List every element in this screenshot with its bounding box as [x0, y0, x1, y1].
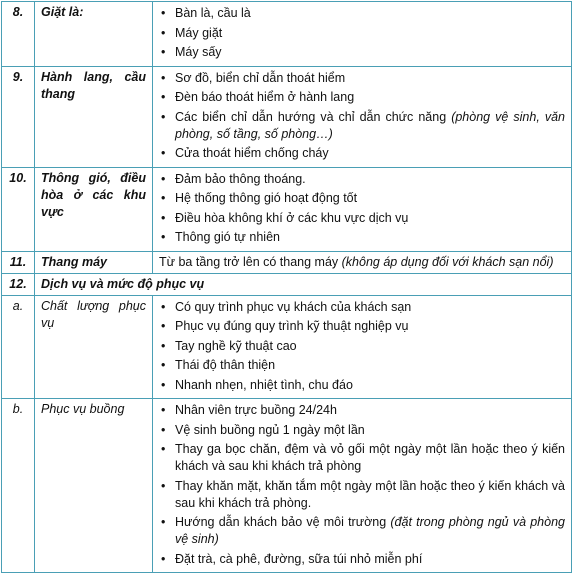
- list-item: [159, 514, 565, 548]
- list-item: • Bàn là, cầu là: [159, 5, 565, 22]
- row-number: 8.: [2, 2, 35, 67]
- item-note: (phòng vệ sinh, văn phòng, số tầng, số phòng…): [175, 109, 565, 141]
- row-items: [153, 167, 572, 251]
- item-text: Hướng dẫn khách bảo vệ môi trường: [175, 515, 391, 529]
- list-item: • Điều hòa không khí ở các khu vực dịch vụ: [159, 210, 565, 227]
- row-text-main: Từ ba tầng trở lên có thang máy: [159, 254, 342, 269]
- row-category: Thang máy: [35, 251, 153, 273]
- table-row: [2, 66, 572, 167]
- list-item: • Vệ sinh buồng ngủ 1 ngày một lần: [159, 422, 565, 439]
- row-number: 10.: [2, 167, 35, 251]
- list-item: • Nhanh nhẹn, nhiệt tình, chu đáo: [159, 377, 565, 394]
- table-row: [2, 167, 572, 251]
- row-number: 11.: [2, 251, 35, 273]
- list-item: • Đảm bảo thông thoáng.: [159, 171, 565, 188]
- item-note: (đặt trong phòng ngủ và phòng vệ sinh): [175, 515, 565, 546]
- row-items: [153, 2, 572, 67]
- row-category: Thông gió, điều hòa ở các khu vực: [35, 167, 153, 251]
- list-item: • Hệ thống thông gió hoạt động tốt: [159, 190, 565, 207]
- row-text: [153, 251, 572, 273]
- list-item: • Sơ đồ, biển chỉ dẫn thoát hiểm: [159, 70, 565, 87]
- list-item: • Thay khăn mặt, khăn tắm một ngày một lần hoặc theo ý kiến khách và sau khi khách trả phòng.: [159, 478, 565, 512]
- list-item: • Tay nghề kỹ thuật cao: [159, 338, 565, 355]
- list-item: • Đặt trà, cà phê, đường, sữa túi nhỏ miễn phí: [159, 551, 565, 568]
- list-item: • Thái độ thân thiện: [159, 357, 565, 374]
- list-item: • Nhân viên trực buồng 24/24h: [159, 402, 565, 419]
- row-number: b.: [2, 399, 35, 573]
- row-items: [153, 66, 572, 167]
- row-category: Chất lượng phục vụ: [35, 295, 153, 399]
- table-row: [2, 295, 572, 399]
- list-item: • Phục vụ đúng quy trình kỹ thuật nghiệp vụ: [159, 318, 565, 335]
- row-items: [153, 295, 572, 399]
- list-item: • Máy sấy: [159, 44, 565, 61]
- list-item: • Cửa thoát hiểm chống cháy: [159, 145, 565, 162]
- row-items: [153, 399, 572, 573]
- row-category: Giặt là:: [35, 2, 153, 67]
- table-row: [2, 2, 572, 67]
- list-item: [159, 109, 565, 143]
- list-item: • Thay ga bọc chăn, đệm và vỏ gối một ngày một lần hoặc theo ý kiến khách và sau khi khách trả phòng: [159, 441, 565, 475]
- table-row: [2, 399, 572, 573]
- row-number: 12.: [2, 273, 35, 295]
- list-item: • Đèn báo thoát hiểm ở hành lang: [159, 89, 565, 106]
- item-text: Các biển chỉ dẫn hướng và chỉ dẫn chức năng: [175, 109, 452, 124]
- row-number: a.: [2, 295, 35, 399]
- section-heading: Dịch vụ và mức độ phục vụ: [35, 273, 572, 295]
- row-category: Hành lang, cầu thang: [35, 66, 153, 167]
- table-row: [2, 251, 572, 273]
- list-item: • Thông gió tự nhiên: [159, 229, 565, 246]
- row-text-note: (không áp dụng đối với khách sạn nổi): [341, 254, 554, 269]
- table-row: [2, 273, 572, 295]
- standards-table: [1, 1, 572, 573]
- row-category: Phục vụ buồng: [35, 399, 153, 573]
- row-number: 9.: [2, 66, 35, 167]
- list-item: • Có quy trình phục vụ khách của khách sạn: [159, 299, 565, 316]
- list-item: • Máy giặt: [159, 25, 565, 42]
